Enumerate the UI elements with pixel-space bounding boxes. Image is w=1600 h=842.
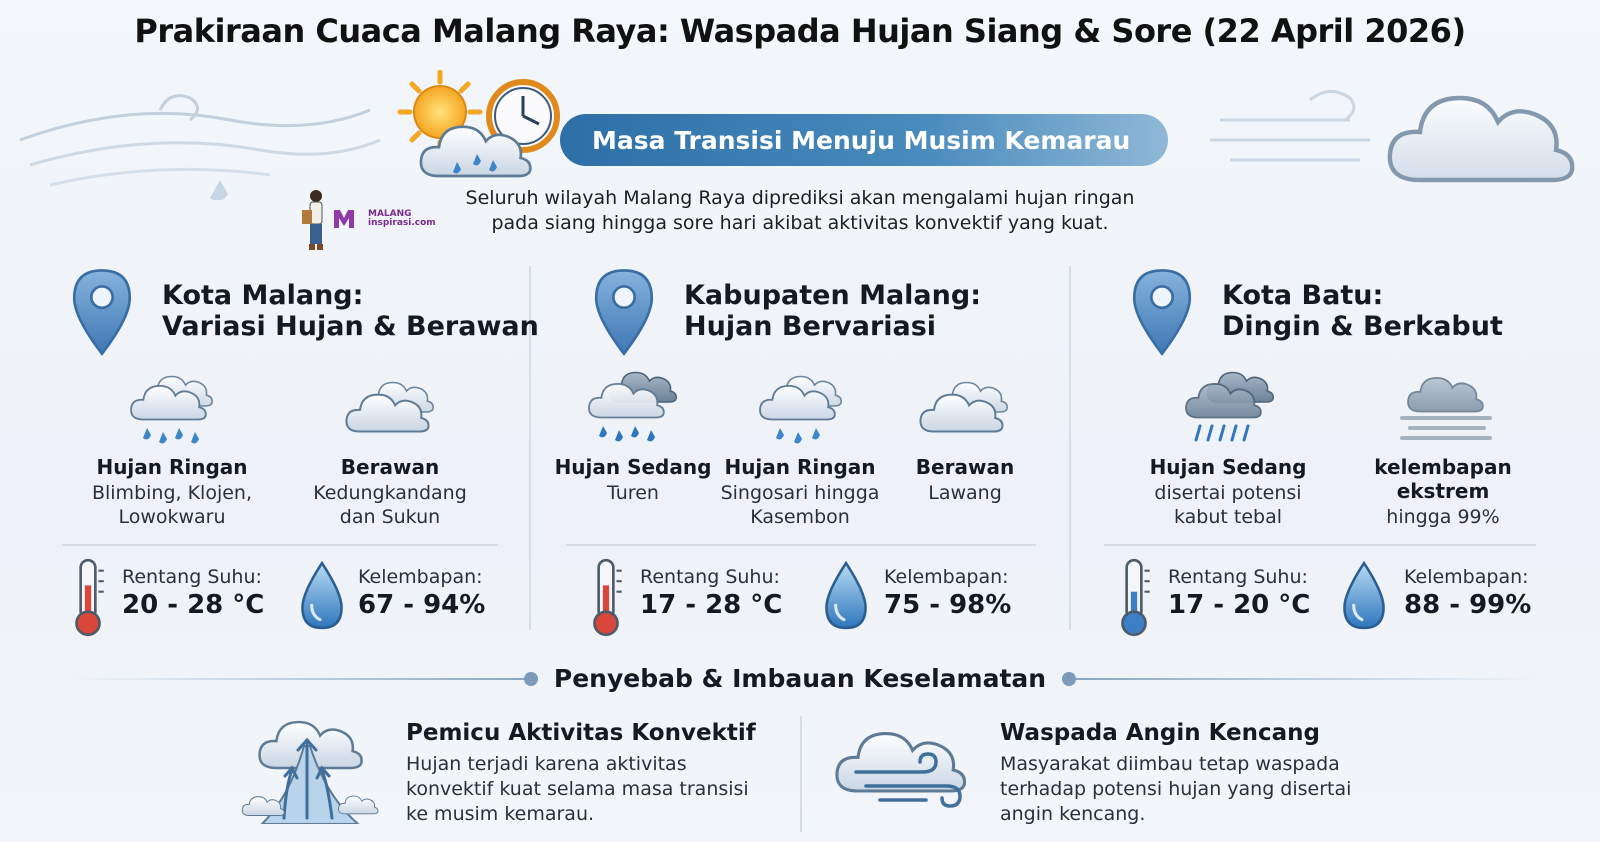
temp-label: Rentang Suhu:	[1168, 566, 1308, 588]
convective-text: Hujan terjadi karena aktivitas konvektif kuat selama masa transisi ke musim kemarau.	[406, 753, 749, 825]
thermometer-icon	[66, 556, 110, 640]
temp-label: Rentang Suhu:	[122, 566, 262, 588]
condition-label: Berawan	[915, 455, 1015, 479]
wind-swirl-left-icon	[10, 80, 390, 200]
section-title: Penyebab & Imbauan Keselamatan	[553, 664, 1047, 693]
temp-value: 17 - 20 °C	[1168, 590, 1311, 620]
fog-icon	[1396, 366, 1496, 446]
condition-label: Berawan	[340, 455, 440, 479]
humidity-label: Kelembapan:	[358, 566, 483, 588]
bottom-divider	[800, 716, 802, 832]
humidity-drop-icon	[296, 560, 348, 632]
temp-value: 17 - 28 °C	[640, 590, 783, 620]
light-rain-icon	[125, 366, 225, 446]
humidity-label: Kelembapan:	[1404, 566, 1529, 588]
convective-cloud-icon	[240, 706, 380, 824]
moderate-rain-icon	[583, 362, 683, 446]
section-dot	[1062, 672, 1076, 686]
region-title-kota-malang: Kota Malang: Variasi Hujan & Berawan	[162, 280, 539, 342]
location-pin-icon	[1130, 266, 1194, 356]
cloudy-icon	[340, 372, 440, 442]
humidity-drop-icon	[1338, 560, 1390, 632]
temp-label: Rentang Suhu:	[640, 566, 780, 588]
condition-areas: Blimbing, Klojen, Lowokwaru	[91, 482, 253, 528]
condition-label: Hujan Sedang	[554, 455, 712, 479]
sun-cloud-clock-icon	[395, 70, 570, 185]
wind-cloud-icon	[826, 714, 976, 826]
humidity-drop-icon	[820, 560, 872, 632]
section-divider	[1104, 544, 1536, 546]
column-divider	[1069, 266, 1071, 630]
light-rain-icon	[754, 366, 854, 446]
condition-areas: hingga 99%	[1386, 506, 1500, 528]
region-title-kabupaten-malang: Kabupaten Malang: Hujan Bervariasi	[684, 280, 981, 342]
temp-value: 20 - 28 °C	[122, 590, 265, 620]
humidity-value: 88 - 99%	[1404, 590, 1532, 620]
wind-title: Waspada Angin Kencang	[1000, 720, 1321, 746]
humidity-value: 67 - 94%	[358, 590, 486, 620]
season-banner	[560, 114, 1168, 166]
banner-text: Masa Transisi Menuju Musim Kemarau	[592, 125, 1131, 155]
wind-text: Masyarakat diimbau tetap waspada terhadap potensi hujan yang disertai angin kencang.	[1000, 753, 1352, 825]
thermometer-icon	[584, 556, 628, 640]
convective-title: Pemicu Aktivitas Konvektif	[406, 720, 756, 746]
condition-label: Hujan Sedang	[1149, 455, 1307, 479]
condition-areas: Kedungkandang dan Sukun	[313, 482, 467, 528]
condition-areas: disertai potensi kabut tebal	[1154, 482, 1302, 528]
heavy-rain-icon	[1180, 362, 1280, 446]
section-line-right	[1076, 678, 1536, 680]
location-pin-icon	[70, 266, 134, 356]
condition-label: Hujan Ringan	[96, 455, 248, 479]
cloudy-icon	[914, 372, 1014, 442]
location-pin-icon	[592, 266, 656, 356]
condition-label: kelembapan ekstrem	[1374, 455, 1512, 503]
humidity-value: 75 - 98%	[884, 590, 1012, 620]
logo-text: MALANG inspirasi.com	[368, 209, 436, 228]
region-title-kota-batu: Kota Batu: Dingin & Berkabut	[1222, 280, 1503, 342]
thermometer-icon	[1112, 556, 1156, 640]
section-divider	[62, 544, 498, 546]
humidity-label: Kelembapan:	[884, 566, 1009, 588]
condition-areas: Turen	[607, 482, 659, 504]
page-title: Prakiraan Cuaca Malang Raya: Waspada Hujan Siang & Sore (22 April 2026)	[134, 12, 1466, 50]
cloud-wind-right-icon	[1200, 70, 1590, 200]
section-divider	[566, 544, 1036, 546]
condition-areas: Singosari hingga Kasembon	[720, 482, 880, 528]
condition-label: Hujan Ringan	[724, 455, 876, 479]
intro-text: Seluruh wilayah Malang Raya diprediksi akan mengalami hujan ringan pada siang hingga sore hari akibat aktivitas konvektif yang kuat.	[465, 187, 1135, 234]
condition-areas: Lawang	[928, 482, 1002, 504]
